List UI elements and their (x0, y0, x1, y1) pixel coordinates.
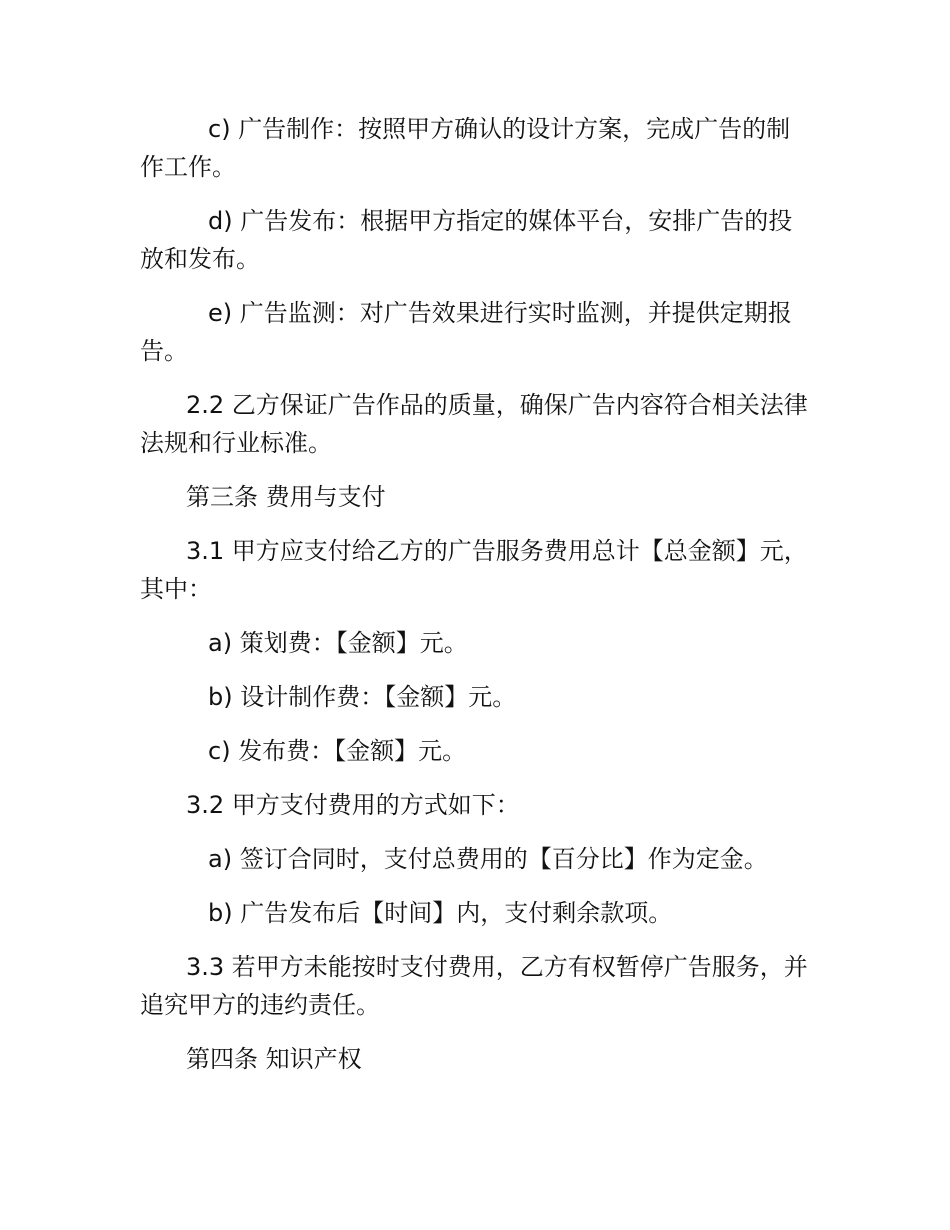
clause-3-1: 3.1 甲方应支付给乙方的广告服务费用总计【总金额】元，其中： (140, 537, 808, 603)
fee-item-design: b) 设计制作费：【金额】元。 (208, 683, 517, 711)
payment-item-balance: b) 广告发布后【时间】内，支付剩余款项。 (208, 899, 673, 927)
payment-item-deposit: a) 签订合同时，支付总费用的【百分比】作为定金。 (208, 845, 768, 873)
paragraph-e-ad-monitoring: e) 广告监测：对广告效果进行实时监测，并提供定期报告。 (140, 299, 792, 365)
clause-3-3: 3.3 若甲方未能按时支付费用，乙方有权暂停广告服务，并追究甲方的违约责任。 (140, 953, 808, 1019)
paragraph-d-ad-publishing: d) 广告发布：根据甲方指定的媒体平台，安排广告的投放和发布。 (140, 207, 793, 273)
clause-3-2: 3.2 甲方支付费用的方式如下： (186, 791, 520, 819)
article-3-heading: 第三条 费用与支付 (186, 483, 386, 511)
document-body (140, 110, 812, 1094)
paragraph-c-ad-production: c) 广告制作：按照甲方确认的设计方案，完成广告的制作工作。 (140, 115, 791, 181)
clause-2-2: 2.2 乙方保证广告作品的质量，确保广告内容符合相关法律法规和行业标准。 (140, 391, 808, 457)
article-4-heading: 第四条 知识产权 (186, 1045, 362, 1073)
fee-item-publishing: c) 发布费：【金额】元。 (208, 737, 467, 765)
fee-item-planning: a) 策划费：【金额】元。 (208, 629, 468, 657)
